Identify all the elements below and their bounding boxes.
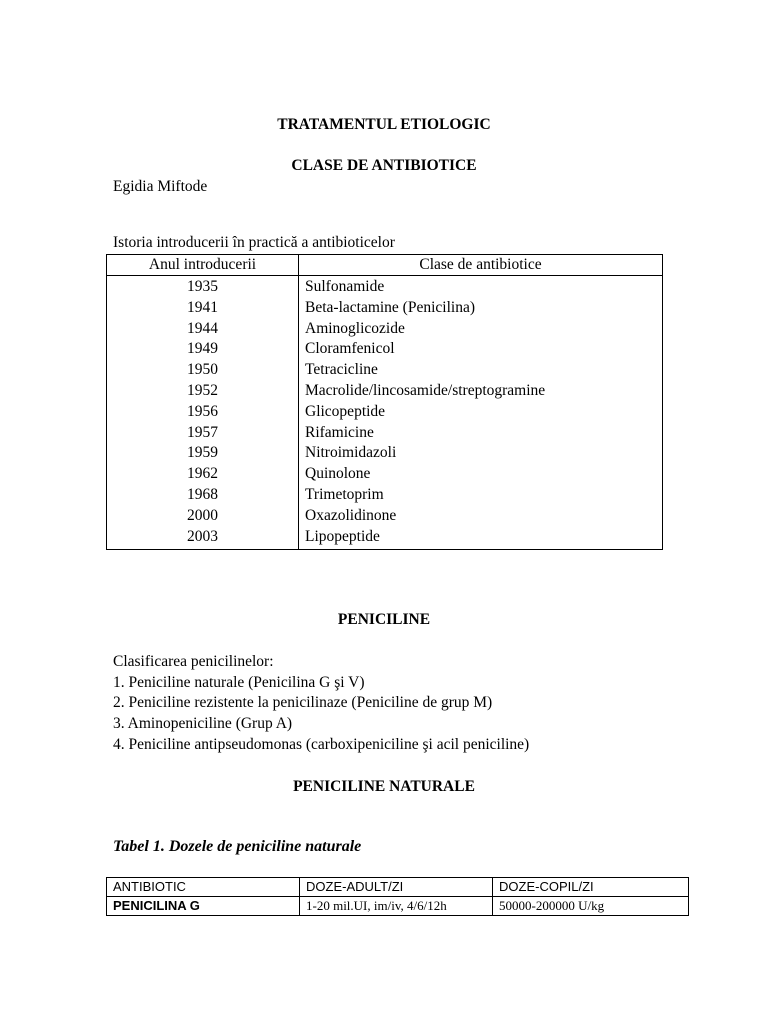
section-heading-natural: PENICILINE NATURALE — [293, 778, 475, 795]
antibiotic-cell: PENICILINA G — [107, 897, 300, 916]
table-row — [107, 443, 663, 464]
class-cell: Nitroimidazoli — [299, 443, 663, 464]
document-title: TRATAMENTUL ETIOLOGIC — [277, 116, 491, 133]
year-cell: 1957 — [107, 423, 299, 444]
table-row — [107, 527, 663, 550]
class-cell: Trimetoprim — [299, 485, 663, 506]
table-caption: Tabel 1. Dozele de peniciline naturale — [113, 838, 362, 855]
class-cell: Cloramfenicol — [299, 339, 663, 360]
class-cell: Quinolone — [299, 464, 663, 485]
antibiotic-history-table — [106, 254, 663, 550]
column-header-year: Anul introducerii — [107, 255, 299, 276]
class-cell: Aminoglicozide — [299, 319, 663, 340]
class-cell: Lipopeptide — [299, 527, 663, 550]
table-row — [107, 298, 663, 319]
year-cell: 1935 — [107, 276, 299, 298]
dose-table — [106, 877, 689, 916]
year-cell: 2003 — [107, 527, 299, 550]
classification-item: 3. Aminopeniciline (Grup A) — [113, 715, 293, 732]
table-header-row — [107, 255, 663, 276]
column-header-adult-dose: DOZE-ADULT/ZI — [300, 878, 493, 897]
table-row — [107, 506, 663, 527]
table-row — [107, 897, 689, 916]
class-cell: Oxazolidinone — [299, 506, 663, 527]
year-cell: 1952 — [107, 381, 299, 402]
table-row — [107, 485, 663, 506]
table-row — [107, 276, 663, 298]
year-cell: 1962 — [107, 464, 299, 485]
year-cell: 1944 — [107, 319, 299, 340]
table-header-row — [107, 878, 689, 897]
table-row — [107, 381, 663, 402]
adult-dose-cell: 1-20 mil.UI, im/iv, 4/6/12h — [300, 897, 493, 916]
year-cell: 1941 — [107, 298, 299, 319]
class-cell: Glicopeptide — [299, 402, 663, 423]
column-header-antibiotic: ANTIBIOTIC — [107, 878, 300, 897]
year-cell: 1968 — [107, 485, 299, 506]
document-subtitle: CLASE DE ANTIBIOTICE — [291, 157, 477, 174]
table-row — [107, 360, 663, 381]
year-cell: 1959 — [107, 443, 299, 464]
year-cell: 1950 — [107, 360, 299, 381]
table-row — [107, 423, 663, 444]
child-dose-cell: 50000-200000 U/kg — [493, 897, 689, 916]
class-cell: Macrolide/lincosamide/streptogramine — [299, 381, 663, 402]
section-heading-peniciline: PENICILINE — [337, 611, 431, 628]
table-row — [107, 464, 663, 485]
year-cell: 1949 — [107, 339, 299, 360]
table-row — [107, 319, 663, 340]
year-cell: 2000 — [107, 506, 299, 527]
year-cell: 1956 — [107, 402, 299, 423]
class-cell: Tetracicline — [299, 360, 663, 381]
class-cell: Rifamicine — [299, 423, 663, 444]
history-intro: Istoria introducerii în practică a antibioticelor — [113, 234, 395, 251]
column-header-child-dose: DOZE-COPIL/ZI — [493, 878, 689, 897]
table-row — [107, 339, 663, 360]
author-name: Egidia Miftode — [113, 178, 208, 195]
table-row — [107, 402, 663, 423]
classification-item: 4. Peniciline antipseudomonas (carboxipeniciline şi acil peniciline) — [113, 736, 530, 753]
classification-item: 2. Peniciline rezistente la penicilinaze (Peniciline de grup M) — [113, 694, 493, 711]
classification-title: Clasificarea penicilinelor: — [113, 653, 274, 670]
classification-item: 1. Peniciline naturale (Penicilina G şi V) — [113, 674, 365, 691]
class-cell: Sulfonamide — [299, 276, 663, 298]
column-header-class: Clase de antibiotice — [299, 255, 663, 276]
class-cell: Beta-lactamine (Penicilina) — [299, 298, 663, 319]
